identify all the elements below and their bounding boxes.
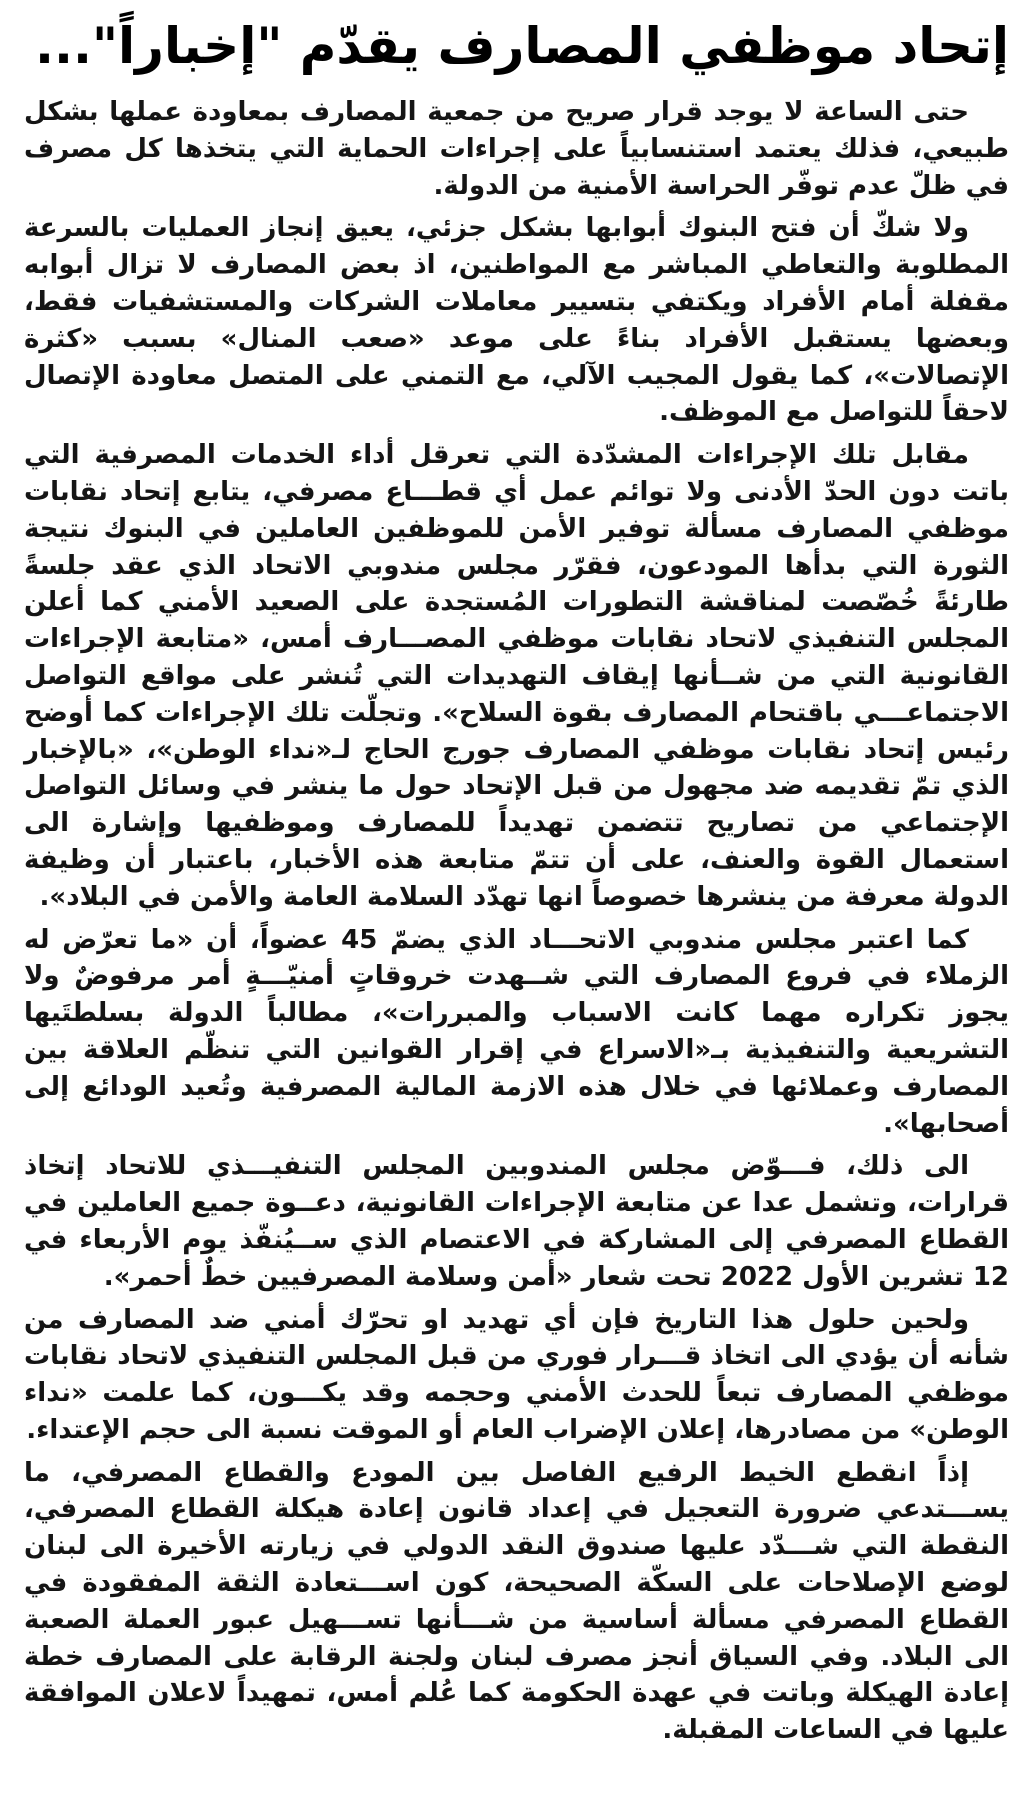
news-article [20, 8, 1013, 1820]
article-paragraph: إذاً انقطع الخيط الرفيع الفاصل بين المودع والقطاع المصرفي، ما يســـتدعي ضرورة التعجيل في إعداد قانون إعادة هيكلة القطاع المصرفي، النقطة التي شـــدّد عليها صندوق النقد الدولي في زيارته الأخيرة الى لبنان لوضع الإصلاحات على السكّة الصحيحة، كون اســـتعادة الثقة المفقودة في القطاع المصرفي مسألة أساسية من شـــأنها تســـهيل عبور العملة الصعبة الى البلاد. وفي السياق أنجز مصرف لبنان ولجنة الرقابة على المصارف خطة إعادة الهيكلة وباتت في عهدة الحكومة كما عُلم أمس، تمهيداً لاعلان الموافقة عليها في الساعات المقبلة. [24, 1457, 1009, 1746]
article-headline: إتحاد موظفي المصارف يقدّم "إخباراً"... [35, 17, 1009, 75]
article-paragraph: مقابل تلك الإجراءات المشدّدة التي تعرقل أداء الخدمات المصرفية التي باتت دون الحدّ الأدنى ولا توائم عمل أي قطـــاع مصرفي، يتابع إتحاد نقابات موظفي المصارف مسألة توفير الأمن للموظفين العاملين في البنوك نتيجة الثورة التي بدأها المودعون، فقرّر مجلس مندوبي الاتحاد الذي عقد جلسةً طارئةً خُصّصت لمناقشة التطورات المُستجدة على الصعيد الأمني كما أعلن المجلس التنفيذي لاتحاد نقابات موظفي المصـــارف أمس، «متابعة الإجراءات القانونية التي من شــأنها إيقاف التهديدات التي تُنشر على مواقع التواصل الاجتماعـــي باقتحام المصارف بقوة السلاح». وتجلّت تلك الإجراءات كما أوضح رئيس إتحاد نقابات موظفي المصارف جورج الحاج لـ«نداء الوطن»، «بالإخبار الذي تمّ تقديمه ضد مجهول من قبل الإتحاد حول ما ينشر في وسائل التواصل الإجتماعي من تصاريح تتضمن تهديداً للمصارف وموظفيها وإشارة الى استعمال القوة والعنف، على أن تتمّ متابعة هذه الأخبار، باعتبار أن وظيفة الدولة معرفة من ينشرها خصوصاً انها تهدّد السلامة العامة والأمن في البلاد». [24, 440, 1009, 912]
article-paragraph: الى ذلك، فـــوّض مجلس المندوبين المجلس التنفيـــذي للاتحاد إتخاذ قرارات، وتشمل عدا عن متابعة الإجراءات القانونية، دعــوة جميع العاملين في القطاع المصرفي إلى المشاركة في الاعتصام الذي ســيُنفّذ يوم الأربعاء في 12 تشرين الأول 2022 تحت شعار «أمن وسلامة المصرفيين خطٌ أحمر». [24, 1151, 1009, 1292]
article-paragraph: كما اعتبر مجلس مندوبي الاتحـــاد الذي يضمّ 45 عضواً، أن «ما تعرّض له الزملاء في فروع المصارف التي شــهدت خروقاتٍ أمنيّـــةٍ أمر مرفوضٌ ولا يجوز تكراره مهما كانت الاسباب والمبررات»، مطالباً الدولة بسلطتَيها التشريعية والتنفيذية بـ«الاسراع في إقرار القوانين التي تنظّم العلاقة بين المصارف وعملائها في خلال هذه الازمة المالية المصرفية وتُعيد الودائع إلى أصحابها». [24, 924, 1009, 1139]
article-paragraph: ولحين حلول هذا التاريخ فإن أي تهديد او تحرّك أمني ضد المصارف من شأنه أن يؤدي الى اتخاذ قـــرار فوري من قبل المجلس التنفيذي لاتحاد نقابات موظفي المصارف تبعاً للحدث الأمني وحجمه وقد يكـــون، كما علمت «نداء الوطن» من مصادرها، إعلان الإضراب العام أو الموقت نسبة الى حجم الإعتداء. [24, 1304, 1009, 1445]
article-body [20, 94, 1013, 1749]
article-paragraph: حتى الساعة لا يوجد قرار صريح من جمعية المصارف بمعاودة عملها بشكل طبيعي، فذلك يعتمد استنسابياً على إجراءات الحماية التي يتخذها كل مصرف في ظلّ عدم توفّر الحراسة الأمنية من الدولة. [24, 97, 1009, 201]
article-paragraph: ولا شكّ أن فتح البنوك أبوابها بشكل جزئي، يعيق إنجاز العمليات بالسرعة المطلوبة والتعاطي المباشر مع المواطنين، اذ بعض المصارف لا تزال أبوابه مقفلة أمام الأفراد ويكتفي بتسيير معاملات الشركات والمستشفيات فقط، وبعضها يستقبل الأفراد بناءً على موعد «صعب المنال» بسبب «كثرة الإتصالات»، كما يقول المجيب الآلي، مع التمني على المتصل معاودة الإتصال لاحقاً للتواصل مع الموظف. [24, 213, 1009, 428]
